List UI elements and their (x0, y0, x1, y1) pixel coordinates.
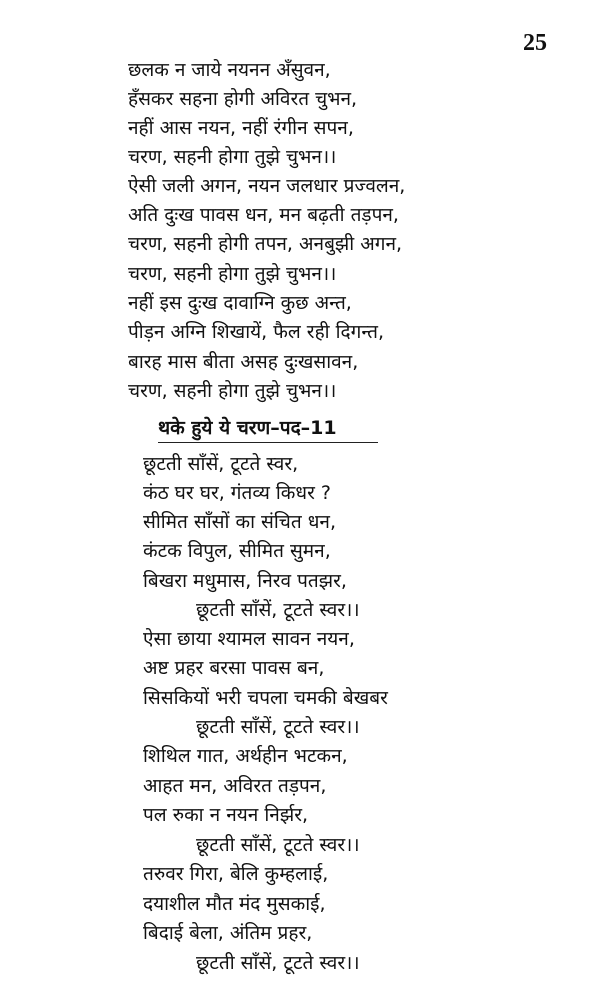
poem-line: चरण, सहनी होगा तुझे चुभन।। (128, 146, 337, 168)
poem-line: चरण, सहनी होगा तुझे चुभन।। (128, 380, 337, 402)
heading-underline (158, 442, 378, 443)
poem-refrain: छूटती साँसें, टूटते स्वर।। (196, 716, 360, 738)
poem-line: ऐसा छाया श्यामल सावन नयन, (143, 628, 355, 650)
poem-line: शिथिल गात, अर्थहीन भटकन, (143, 745, 348, 767)
poem-line: छलक न जाये नयनन अँसुवन, (128, 59, 331, 81)
poem-line: हँसकर सहना होगी अविरत चुभन, (128, 88, 358, 110)
poem-line: नहीं इस दुःख दावाग्नि कुछ अन्त, (128, 292, 352, 314)
poem-refrain: छूटती साँसें, टूटते स्वर।। (196, 599, 360, 621)
poem-line: आहत मन, अविरत तड़पन, (143, 775, 327, 797)
poem-line: चरण, सहनी होगी तपन, अनबुझी अगन, (128, 233, 403, 255)
poem-line: ऐसी जली अगन, नयन जलधार प्रज्वलन, (128, 175, 406, 197)
poem-line: अष्ट प्रहर बरसा पावस बन, (143, 657, 325, 679)
section-heading: थके हुये ये चरण–पद–11 (158, 417, 337, 439)
poem-line: कंटक विपुल, सीमित सुमन, (143, 540, 331, 562)
poem-line: तरुवर गिरा, बेलि कुम्हलाई, (143, 863, 329, 885)
poem-line: बिदाई बेला, अंतिम प्रहर, (143, 922, 313, 944)
poem-line: छूटती साँसें, टूटते स्वर, (143, 453, 299, 475)
poem-line: बिखरा मधुमास, निरव पतझर, (143, 570, 347, 592)
page-number: 25 (523, 30, 547, 56)
poem-line: पल रुका न नयन निर्झर, (143, 804, 309, 826)
poem-line: बारह मास बीता असह दुःखसावन, (128, 351, 359, 373)
poem-line: कंठ घर घर, गंतव्य किधर ? (143, 482, 331, 504)
poem-line: अति दुःख पावस धन, मन बढ़ती तड़पन, (128, 204, 399, 226)
poem-line: दयाशील मौत मंद मुसकाई, (143, 893, 326, 915)
poem-refrain: छूटती साँसें, टूटते स्वर।। (196, 952, 360, 974)
poem-refrain: छूटती साँसें, टूटते स्वर।। (196, 834, 360, 856)
poem-line: चरण, सहनी होगा तुझे चुभन।। (128, 263, 337, 285)
poem-line: सिसकियों भरी चपला चमकी बेखबर (143, 687, 388, 709)
poem-line: सीमित साँसों का संचित धन, (143, 511, 337, 533)
poem-line: नहीं आस नयन, नहीं रंगीन सपन, (128, 117, 354, 139)
poem-line: पीड़न अग्नि शिखायें, फैल रही दिगन्त, (128, 321, 385, 343)
